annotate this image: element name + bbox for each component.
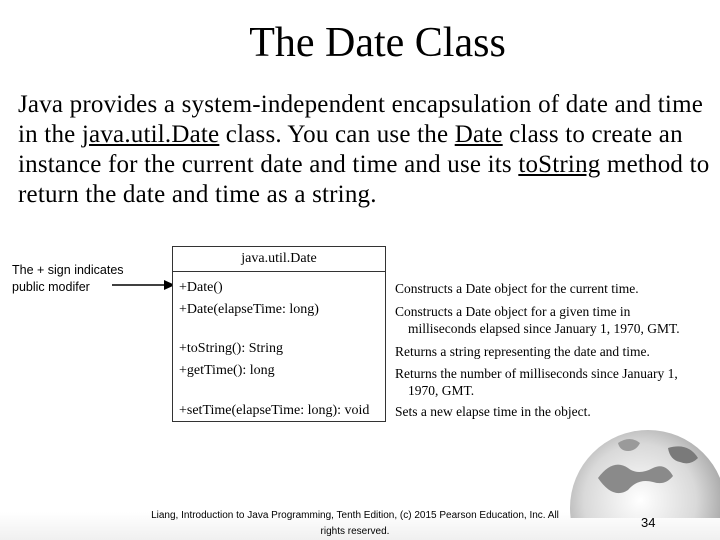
code-java-util-date: java.util.Date (81, 121, 220, 148)
description-line: Returns a string representing the date and time. (395, 344, 650, 359)
code-tostring: toString (518, 151, 601, 178)
member-description (395, 365, 715, 399)
paragraph-text-4: method to return the date and time as a string. (18, 151, 710, 208)
member-description (395, 303, 715, 337)
description-line: Returns the number of milliseconds since January 1, (395, 366, 678, 381)
footer-credit (140, 508, 570, 540)
annotation-line-1: The + sign indicates (12, 263, 124, 277)
uml-member: +Date(elapseTime: long) (179, 302, 319, 317)
member-description (395, 343, 715, 360)
uml-class-diagram (172, 246, 386, 422)
uml-member: +toString(): String (179, 341, 283, 356)
page-number: 34 (641, 515, 656, 530)
annotation-line-2: public modifer (12, 280, 90, 294)
description-line: Sets a new elapse time in the object. (395, 404, 591, 419)
slide-title: The Date Class (249, 20, 506, 66)
description-line: milliseconds elapsed since January 1, 1970, GMT. (408, 321, 680, 336)
slide-paragraph (18, 90, 718, 210)
description-line: Constructs a Date object for the current time. (395, 281, 639, 296)
description-line: Constructs a Date object for a given time in (395, 304, 631, 319)
paragraph-text-2: class. You can use the (219, 121, 455, 148)
arrow-right-icon (112, 278, 176, 292)
code-date: Date (454, 121, 503, 148)
description-line: 1970, GMT. (408, 383, 475, 398)
footer-line-2: rights reserved. (320, 526, 390, 537)
globe-icon (558, 418, 720, 518)
paragraph-text-3: class to create an instance for the current date and time and use its (18, 121, 683, 178)
uml-member: +getTime(): long (179, 363, 275, 378)
footer-line-1: Liang, Introduction to Java Programming, Tenth Edition, (c) 2015 Pearson Education, Inc. All (151, 510, 559, 521)
uml-class-name: java.util.Date (173, 247, 385, 272)
uml-member: +Date() (179, 280, 223, 295)
paragraph-text-1: Java provides a system-independent encapsulation of date and time in the (18, 91, 704, 148)
uml-member: +setTime(elapseTime: long): void (179, 403, 370, 418)
member-description (395, 280, 715, 297)
